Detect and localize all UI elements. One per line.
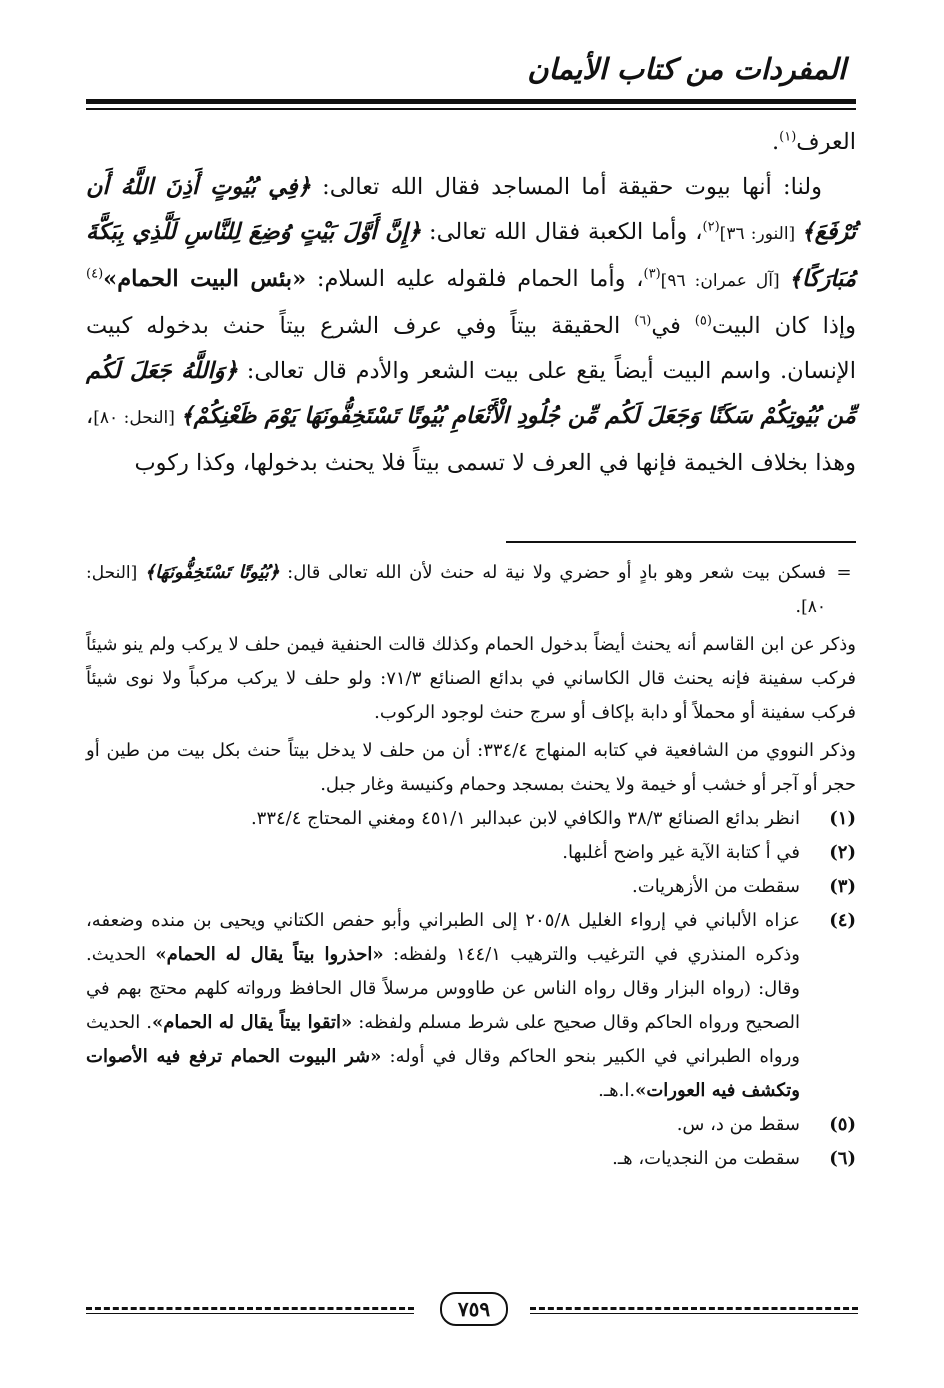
footnote-ref[interactable]: (٥) (694, 313, 712, 329)
footer-dashed-rule-right (530, 1307, 858, 1310)
text-run: ، وأما الكعبة فقال الله تعالى: (421, 219, 703, 245)
footnote-paragraph: وذكر النووي من الشافعية في كتابه المنهاج ٣٣٤/٤: أن من حلف لا يدخل بيتاً حنث بكل بيت من طين أو حجر أو آجر أو خشب أو خيمة ولا يحنث بمسجد وحمام وكنيسة وغار جبل. (86, 740, 856, 795)
verse-reference: [النحل: ٨٠] (86, 563, 826, 617)
verse-reference: [آل عمران: ٩٦] (660, 271, 789, 291)
footnote-ref[interactable]: (٦) (634, 313, 652, 329)
hadith-quote: «اتقوا بيتاً يقال له الحمام» (151, 1012, 353, 1033)
footer-thin-rule-left (86, 1313, 414, 1314)
text-run: .ا.هـ. (598, 1080, 636, 1101)
footnote-number: (٥) (829, 1114, 856, 1135)
footnote-number: (٣) (829, 876, 856, 897)
footnote-text: انظر بدائع الصنائع ٣٨/٣ والكافي لابن عبدالبر ٤٥١/١ ومغني المحتاج ٣٣٤/٤. (250, 808, 800, 829)
footnote-number: (٦) (829, 1148, 856, 1169)
footnote-ref[interactable]: (٢) (702, 219, 720, 235)
page-header (88, 52, 856, 92)
page-footer (86, 1292, 858, 1326)
verse-reference: [النور: ٣٦] (719, 224, 802, 244)
text-run: في (651, 313, 695, 339)
footnote-ref[interactable]: (٣) (643, 266, 661, 282)
footnote-ref[interactable]: (١) (779, 129, 797, 145)
text-run: ، وأما الحمام فلقوله عليه السلام: (306, 266, 644, 292)
quran-verse: ﴿وَاللَّهُ جَعَلَ لَكُم مِّن بُيُوتِكُمْ سَكَنًا وَجَعَلَ لَكُم مِّن جُلُودِ الْأَنْعَامِ بُيُوتًا تَسْتَخِفُّونَهَا يَوْمَ ظَعْنِكُمْ﴾ (86, 358, 856, 429)
text-run: . (772, 129, 780, 155)
footer-dashed-rule-left (86, 1307, 414, 1310)
paragraph-continuation (86, 120, 856, 165)
footnotes (86, 556, 856, 1176)
hadith-quote: «شر البيوت الحمام ترفع فيه الأصوات وتكشف فيه العورات» (86, 1046, 800, 1101)
continuation-marker: = (836, 562, 852, 583)
footer-thin-rule-right (530, 1313, 858, 1314)
text-run: الحديث. وقال: (رواه البزار وقال رواه الناس عن طاووس مرسلاً قال الحافظ ورواته كلهم محتج بهم في الصحيح ورواه الحاكم وقال صحيح على شرط مسلم ولفظه: (86, 944, 801, 1033)
text-run: . الحديث ورواه الطبراني في الكبير بنحو الحاكم وقال في أوله: (86, 1012, 800, 1067)
hadith-quote: «بئس البيت الحمام» (103, 266, 307, 292)
quran-verse: ﴿بُيُوتًا تَسْتَخِفُّونَهَا﴾ (144, 562, 280, 583)
footnote-text: سقطت من الأزهريات. (632, 876, 800, 897)
footnote-text: في أ كتابة الآية غير واضح أغلبها. (562, 842, 800, 863)
footnote-item (86, 836, 856, 870)
footnote-number: (٢) (829, 842, 856, 863)
quran-verse: ﴿فِي بُيُوتٍ أَذِنَ اللَّهُ أَن تُرْفَعَ﴾ (86, 174, 856, 245)
footnote-item (86, 802, 856, 836)
text-run: الحقيقة بيتاً وفي عرف الشرع بيتاً حنث بدخوله كبيت الإنسان. واسم البيت أيضاً يقع على بيت الشعر والأدم قال تعالى: (86, 313, 856, 384)
verse-reference: [النحل: ٨٠] (93, 408, 181, 428)
text-run: العرف (796, 129, 856, 155)
text-run: ولنا: أنها بيوت حقيقة أما المساجد فقال الله تعالى: (310, 174, 822, 200)
footnote-continuation (86, 556, 856, 624)
footnote-item (86, 870, 856, 904)
footnote-item (86, 904, 856, 1108)
footnote-paragraph: وذكر عن ابن القاسم أنه يحنث أيضاً بدخول الحمام وكذلك قالت الحنفية فيمن حلف لا يركب ولم ينو شيئاً فركب سفينة فإنه يحنث قال الكاساني في بدائع الصنائع ٧١/٣: ولو حلف لا يركب مركباً ولا نوى شيئاً فركب سفينة أو محملاً أو دابة بإكاف أو سرج حنث لوجود الركوب. (86, 634, 857, 723)
text-run: . (795, 596, 802, 617)
footnote-item (86, 1108, 856, 1142)
footnote-ref[interactable]: (٤) (86, 266, 104, 282)
footnote-number: (٤) (829, 910, 856, 931)
footnote-separator-line (506, 541, 856, 543)
paragraph (86, 165, 856, 486)
main-text (86, 120, 856, 486)
quran-verse: ﴿إِنَّ أَوَّلَ بَيْتٍ وُضِعَ لِلنَّاسِ لَلَّذِي بِبَكَّةَ مُبَارَكًا﴾ (86, 219, 857, 292)
text-run: وإذا كان البيت (711, 313, 857, 339)
text-run: فسكن بيت شعر وهو بادٍ أو حضري ولا نية له حنث لأن الله تعالى قال: (279, 562, 826, 583)
hadith-quote: «احذروا بيتاً يقال له الحمام» (155, 944, 384, 965)
text-run: ، وهذا بخلاف الخيمة فإنها في العرف لا تسمى بيتاً فلا يحنث بدخولها، وكذا ركوب (86, 403, 856, 476)
page-number: ٧٥٩ (440, 1292, 508, 1326)
footnote-text: سقطت من النجديات، هـ. (612, 1148, 800, 1169)
header-rule-thin (86, 108, 856, 110)
footnote-number: (١) (829, 808, 856, 829)
footnote-item (86, 1142, 856, 1176)
footnote-text: سقط من د، س. (676, 1114, 800, 1135)
header-rule-thick (86, 99, 856, 104)
text-run: عزاه الألباني في إرواء الغليل ٢٠٥/٨ إلى الطبراني وأبو حفص الكتاني ويحيى بن منده وضعفه، وذكره المنذري في الترغيب والترهيب ١٤٤/١ ولفظه: (86, 910, 800, 965)
running-title: المفردات من كتاب الأيمان (527, 52, 846, 86)
